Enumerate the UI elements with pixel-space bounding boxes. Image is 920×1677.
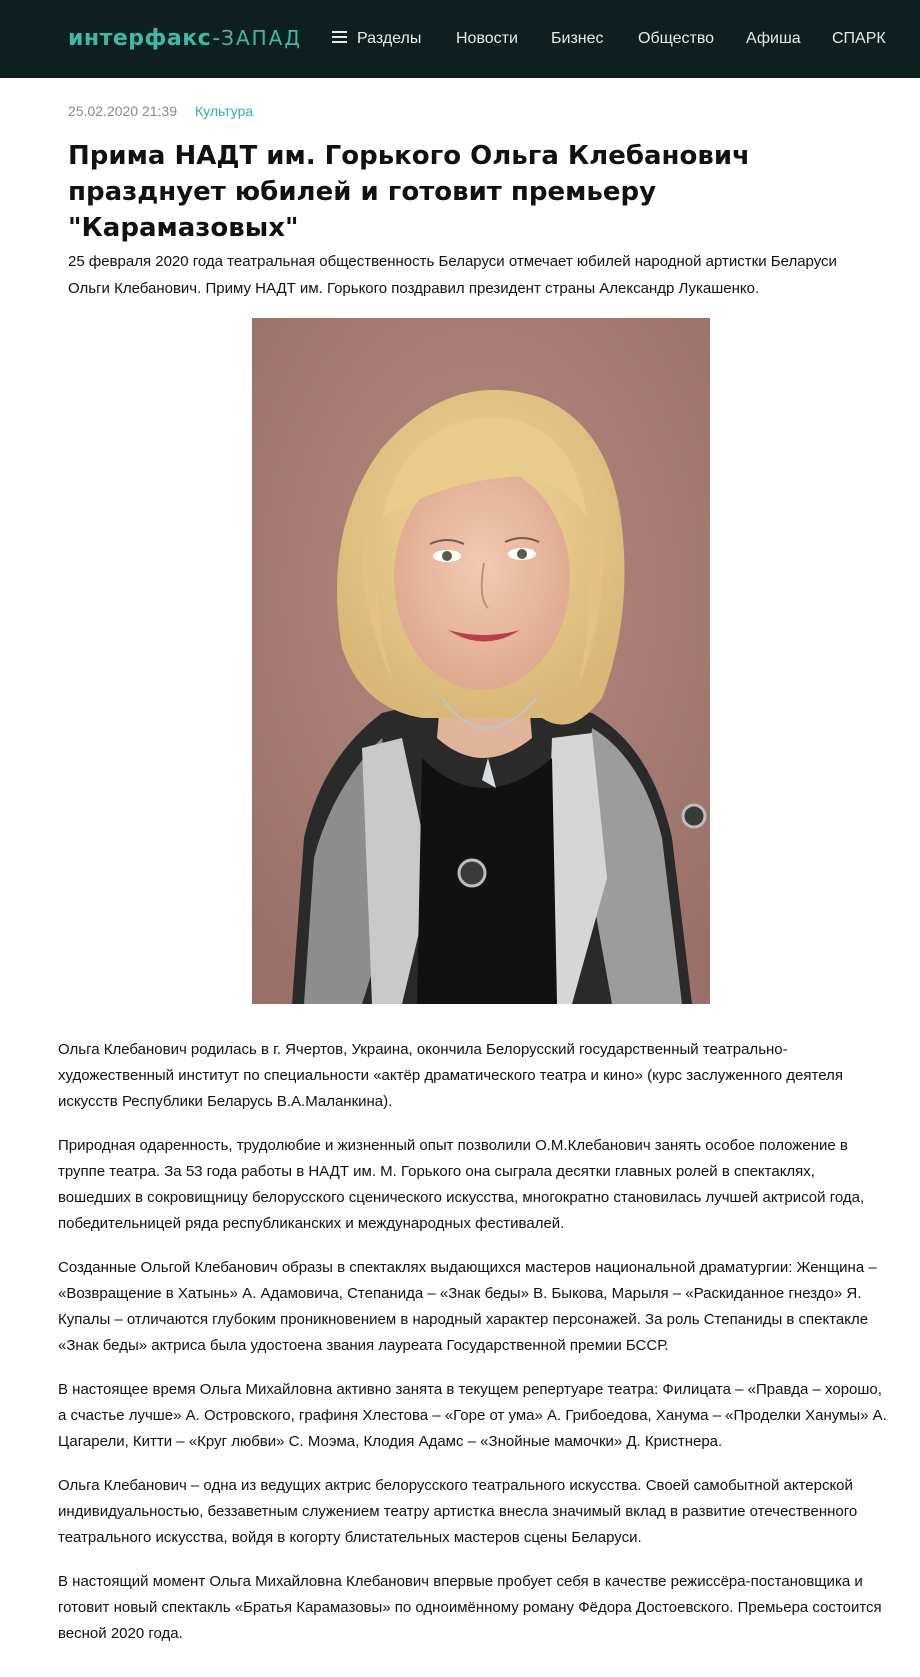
logo-separator: - — [212, 26, 221, 51]
article-paragraph: Ольга Клебанович – одна из ведущих актрис белорусского театрального искусства. Своей самобытной актерской индивидуальностью, беззаветным служением театру артистка внесла значимый вклад в развитие отечественного театрального искусства, войдя в когорту блистательных мастеров сцены Беларуси. — [58, 1477, 858, 1546]
nav-item-label: Разделы — [357, 30, 422, 47]
portrait-image — [252, 318, 710, 1004]
main-nav — [332, 0, 920, 78]
category-link[interactable]: Культура — [195, 103, 254, 119]
logo-main-text: интерфакс — [68, 26, 212, 51]
publish-date: 25.02.2020 21:39 — [68, 103, 177, 119]
nav-item-news[interactable]: Новости — [456, 30, 518, 47]
site-header — [0, 0, 920, 78]
logo-region-text: ЗАПАД — [221, 26, 302, 50]
article-paragraph: В настоящее время Ольга Михайловна активно занята в текущем репертуаре театра: Филицата – «Правда – хорошо, а счастье лучше» А. Островского, графиня Хлестова – «Горе от ума» А. Грибоедова, Ханума – «Проделки Ханумы» А. Цагарели, Китти – «Круг любви» С. Моэма, Клодия Адамс – «Знойные мамочки» Д. Кристнера. — [58, 1381, 887, 1450]
article-paragraph: В настоящий момент Ольга Михайловна Клебанович впервые пробует себя в качестве режиссёра-постановщика и готовит новый спектакль «Братья Карамазовы» по одноимённому роману Фёдора Достоевского. Премьера состоится весной 2020 года. — [58, 1573, 882, 1642]
nav-item-spark[interactable]: СПАРК — [832, 30, 886, 47]
article-paragraph: Созданные Ольгой Клебанович образы в спектаклях выдающихся мастеров национальной драматургии: Женщина – «Возвращение в Хатынь» А. Адамовича, Степанида – «Знак беды» В. Быкова, Марыля – «Раскиданное гнездо» Я. Купалы – отличаются глубоким проникновением в народный характер персонажей. За роль Степаниды в спектакле «Знак беды» актриса была удостоена звания лауреата Государственной премии БССР. — [58, 1259, 877, 1354]
site-logo[interactable] — [68, 26, 302, 56]
menu-burger-icon — [332, 31, 347, 43]
article-title: Прима НАДТ им. Горького Ольга Клебанович празднует юбилей и готовит премьеру "Карамазовых" — [68, 141, 750, 243]
nav-item-afisha[interactable]: Афиша — [746, 30, 801, 47]
nav-item-society[interactable]: Общество — [638, 30, 715, 47]
article-body — [58, 1037, 888, 1665]
article-paragraph: Ольга Клебанович родилась в г. Ячертов, Украина, окончила Белорусский государственный театрально-художественный институт по специальности «актёр драматического театра и кино» (курс заслуженного деятеля искусств Республики Беларусь В.А.Маланкина). — [58, 1041, 843, 1110]
article-paragraph: Природная одаренность, трудолюбие и жизненный опыт позволили О.М.Клебанович занять особое положение в труппе театра. За 53 года работы в НАДТ им. М. Горького она сыграла десятки главных ролей в спектаклях, вошедших в сокровищницу белорусского сценического искусства, многократно становилась лучшей актрисой года, победительницей ряда республиканских и международных фестивалей. — [58, 1137, 865, 1232]
nav-item-sections[interactable] — [332, 0, 421, 78]
nav-item-business[interactable]: Бизнес — [551, 30, 604, 47]
article-meta — [68, 103, 253, 119]
article-lead: 25 февраля 2020 года театральная общественность Беларуси отмечает юбилей народной артистки Беларуси Ольги Клебанович. Приму НАДТ им. Горького поздравил президент страны Александр Лукашенко. — [68, 253, 837, 297]
article-photo — [252, 318, 710, 1004]
